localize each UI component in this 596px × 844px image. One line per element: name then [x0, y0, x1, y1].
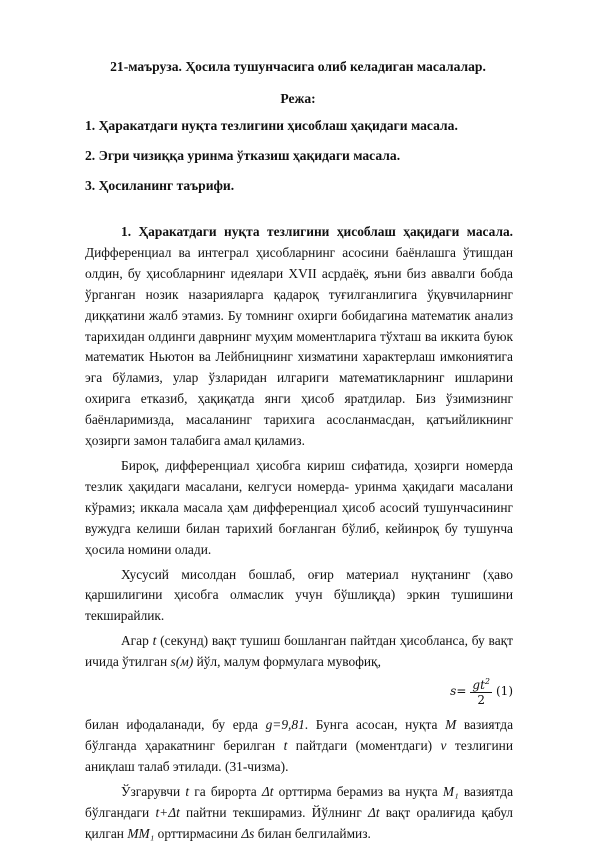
lecture-title: 21-маъруза. Ҳосила тушунчасига олиб келадиган масалалар. — [110, 59, 486, 74]
formula-1 — [85, 673, 513, 715]
formula-tag: (1) — [496, 683, 513, 698]
paragraph-2: Бироқ, дифференциал ҳисобга кириш сифатида, ҳозирги номерда тезлик ҳақидаги масалани, келгуси номерда- уринма ҳақидаги масалани кўрамиз; иккала масала ҳам дифференциал ҳисоб асосий тушунчасининг вужудга келиши билан тарихий боғланган бўлиб, кейинроқ бу тушунча ҳосила номини олади. — [85, 457, 513, 557]
paragraph-1: Дифференциал ва интеграл ҳисобларнинг асосини баёнлашга ўтишдан олдин, бу ҳисобларнинг идеялари XVII асрдаёқ, яъни биз аввалги бобда ўрганган нозик назарияларга қадароқ туғилганлигига ўқувчиларнинг диққатини жалб этамиз. Бу томнинг охирги бобидагина математик анализ тарихидан олдинги даврнинг муҳим моментларига тўхташ ва иккита буюк математик Ньютон ва Лейбницнинг хизматини характерлаш имкониятига эга бўламиз, улар ўзларидан илгариги математикларнинг ишларини охирига етказиб, ҳақиқатда янги ҳисоб яратдилар. Биз ўзимизнинг баёнларимизда, масаланинг тарихига асосланмасдан, қатъийликнинг ҳозирги замон талабига амал қиламиз. — [85, 244, 513, 449]
section-1-paragraph — [85, 222, 513, 452]
formula-fraction: $\frac{gt^2}{2}$ — [472, 677, 490, 708]
paragraph-3: Хусусий мисолдан бошлаб, оғир материал нуқтанинг (ҳаво қаршилигини ҳисобга олмаслик учун бўшлиқда) эркин тушишини текширайлик. — [85, 566, 513, 624]
paragraph-6: Ўзгарувчи t га бирорта Δt орттирма берамиз ва нуқта M₁ вазиятда бўлгандаги t+Δt пайтни текширамиз. Йўлнинг Δt вақт оралиғида қабул қилган MM₁ орттирмасини Δs билан белгилаймиз. — [85, 783, 514, 841]
section-1-heading: 1. Ҳаракатдаги нуқта тезлигини ҳисоблаш ҳақидаги масала. — [121, 224, 513, 239]
body-text — [85, 222, 513, 844]
plan-item-3: 3. Ҳосиланинг таърифи. — [85, 178, 235, 193]
plan-heading: Режа: — [280, 91, 316, 106]
paragraph-5: билан ифодаланади, бу ерда g=9,81. Бунга асосан, нуқта M вазиятда бўлганда ҳаракатнинг берилган t пайтдаги (моментдаги) v тезлигини аниқлаш талаб этилади. (31-чизма). — [85, 717, 514, 774]
plan-item-1: 1. Ҳаракатдаги нуқта тезлигини ҳисоблаш ҳақидаги масала. — [85, 118, 458, 133]
plan-item-2: 2. Эгри чизиққа уринма ўтказиш ҳақидаги масала. — [85, 148, 401, 163]
formula-lhs: s= — [450, 683, 467, 698]
paragraph-4: Агар t (секунд) вақт тушиш бошланган пайтдан ҳисобланса, бу вақт ичида ўтилган s(м) йўл, малум формулага мувофиқ, — [85, 633, 514, 670]
